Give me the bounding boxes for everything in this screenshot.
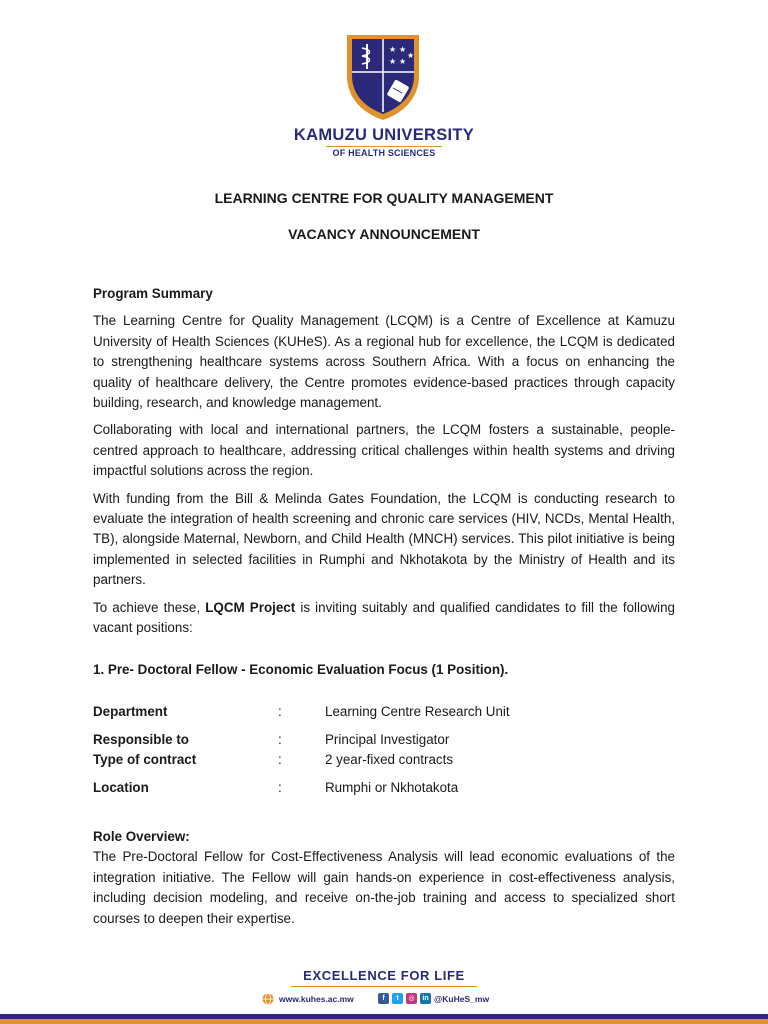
detail-row-responsible bbox=[93, 730, 675, 750]
detail-colon: : bbox=[278, 732, 282, 747]
detail-value: Principal Investigator bbox=[325, 732, 450, 747]
svg-text:★: ★ bbox=[389, 57, 397, 66]
detail-row-location bbox=[93, 778, 675, 798]
social-handle[interactable]: @KuHeS_mw bbox=[434, 994, 490, 1004]
role-overview-section bbox=[93, 827, 675, 929]
program-summary-heading: Program Summary bbox=[93, 286, 213, 301]
role-overview-heading: Role Overview: bbox=[93, 829, 190, 844]
centre-title: LEARNING CENTRE FOR QUALITY MANAGEMENT bbox=[214, 190, 554, 206]
role-overview-text: The Pre-Doctoral Fellow for Cost-Effectiveness Analysis will lead economic evaluations of the integration initiative. The Fellow will gain hands-on experience in cost-effectiveness analysis, including decision modeling, and receive on-the-job training and access to specialized short courses to deepen their expertise. bbox=[93, 849, 675, 926]
program-summary-section bbox=[93, 284, 675, 639]
twitter-icon[interactable]: t bbox=[392, 993, 403, 1004]
paragraph-2: Collaborating with local and international partners, the LCQM fosters a sustainable, people-centred approach to healthcare, addressing critical challenges within health systems and driving impactful solutions across the region. bbox=[93, 422, 675, 479]
footer-slogan: EXCELLENCE FOR LIFE bbox=[303, 968, 465, 983]
detail-value: 2 year-fixed contracts bbox=[325, 752, 454, 767]
detail-value: Learning Centre Research Unit bbox=[325, 704, 510, 719]
detail-row-department bbox=[93, 702, 675, 722]
paragraph-3: With funding from the Bill & Melinda Gates Foundation, the LCQM is conducting research to evaluate the integration of health screening and chronic care services (HIV, NCDs, Mental Health, TB), alongside Maternal, Newborn, and Child Health (MNCH) services. This pilot initiative is being implemented in selected facilities in Rumphi and Nkhotakota by the Ministry of Health and its partners. bbox=[93, 490, 675, 588]
svg-text:★: ★ bbox=[399, 57, 407, 66]
website-link[interactable]: www.kuhes.ac.mw bbox=[279, 994, 354, 1004]
paragraph-1: The Learning Centre for Quality Management (LCQM) is a Centre of Excellence at Kamuzu University of Health Sciences (KUHeS). As a regional hub for excellence, the LCQM is dedicated to strengthening healthcare systems across Southern Africa. With a focus on enhancing the quality of healthcare delivery, the Centre promotes evidence-based practices through capacity building, research, and knowledge management. bbox=[93, 313, 675, 411]
detail-colon: : bbox=[278, 780, 282, 795]
svg-text:★: ★ bbox=[389, 45, 397, 54]
announcement-title: VACANCY ANNOUNCEMENT bbox=[288, 226, 480, 242]
divider bbox=[326, 146, 442, 147]
detail-row-contract bbox=[93, 750, 675, 770]
linkedin-icon[interactable]: in bbox=[420, 993, 431, 1004]
university-name: KAMUZU UNIVERSITY bbox=[293, 126, 475, 144]
detail-label: Department bbox=[93, 704, 168, 719]
instagram-icon[interactable]: ◎ bbox=[406, 993, 417, 1004]
globe-icon bbox=[262, 993, 274, 1005]
footer-divider bbox=[291, 986, 477, 987]
university-subtitle: OF HEALTH SCIENCES bbox=[332, 148, 436, 158]
project-name: LQCM Project bbox=[205, 599, 296, 615]
paragraph-4-text-end: is inviting suitably and qualified candidates to fill the following vacant positions: bbox=[93, 599, 675, 636]
university-crest-icon bbox=[343, 32, 423, 122]
paragraph-4 bbox=[93, 598, 675, 639]
position-title: 1. Pre- Doctoral Fellow - Economic Evaluation Focus (1 Position). bbox=[93, 662, 509, 677]
detail-colon: : bbox=[278, 704, 282, 719]
paragraph-4-text: To achieve these, bbox=[93, 599, 206, 615]
detail-label: Location bbox=[93, 780, 149, 795]
detail-value: Rumphi or Nkhotakota bbox=[325, 780, 459, 795]
svg-text:★: ★ bbox=[399, 45, 407, 54]
footer-bar-orange bbox=[0, 1019, 768, 1024]
facebook-icon[interactable]: f bbox=[378, 993, 389, 1004]
detail-label: Responsible to bbox=[93, 732, 189, 747]
svg-text:★: ★ bbox=[407, 51, 415, 60]
detail-colon: : bbox=[278, 752, 282, 767]
detail-label: Type of contract bbox=[93, 752, 197, 767]
